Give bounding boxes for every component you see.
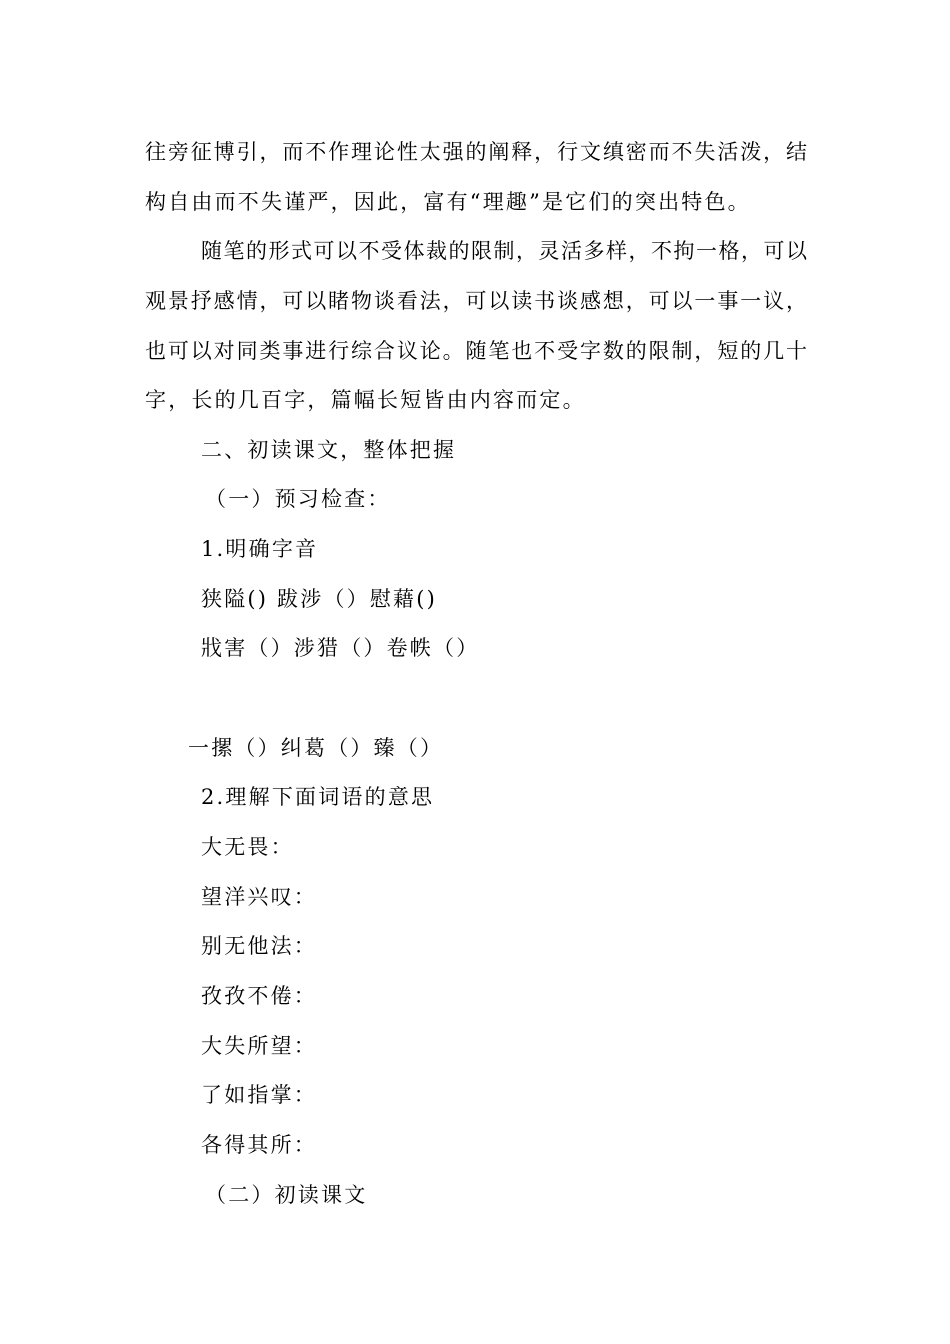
paragraph1-line1: 往旁征博引，而不作理论性太强的阐释，行文缜密而不失活泼，结 xyxy=(145,140,807,164)
subsection2-heading: （二）初读课文 xyxy=(205,1183,368,1207)
pronunciation-row1: 狭隘() 跋涉（）慰藉() xyxy=(201,587,438,611)
paragraph2-line3: 也可以对同类事进行综合议论。随笔也不受字数的限制，短的几十 xyxy=(145,339,807,363)
item1-heading: 1.明确字音 xyxy=(201,537,319,561)
vocab-item: 望洋兴叹： xyxy=(201,885,317,909)
subsection1-heading: （一）预习检查： xyxy=(205,487,391,511)
vocab-item: 别无他法： xyxy=(201,934,317,958)
vocab-item: 各得其所： xyxy=(201,1133,317,1157)
item2-heading: 2.理解下面词语的意思 xyxy=(201,785,435,809)
vocab-item: 大失所望： xyxy=(201,1034,317,1058)
paragraph2-line1: 随笔的形式可以不受体裁的限制，灵活多样，不拘一格，可以 xyxy=(201,239,807,263)
vocab-item: 孜孜不倦： xyxy=(201,984,317,1008)
paragraph2-line2: 观景抒感情，可以睹物谈看法，可以读书谈感想，可以一事一议， xyxy=(145,289,807,313)
paragraph2-line4: 字，长的几百字，篇幅长短皆由内容而定。 xyxy=(145,388,586,412)
vocab-item: 大无畏： xyxy=(201,835,294,859)
pronunciation-row3: 一摞（）纠葛（）臻（） xyxy=(188,736,444,760)
pronunciation-row2: 戕害（）涉猎（）卷帙（） xyxy=(201,636,480,660)
paragraph1-line2: 构自由而不失谨严，因此，富有“理趣”是它们的突出特色。 xyxy=(145,190,751,214)
section2-heading: 二、初读课文，整体把握 xyxy=(201,438,457,462)
vocab-item: 了如指掌： xyxy=(201,1083,317,1107)
